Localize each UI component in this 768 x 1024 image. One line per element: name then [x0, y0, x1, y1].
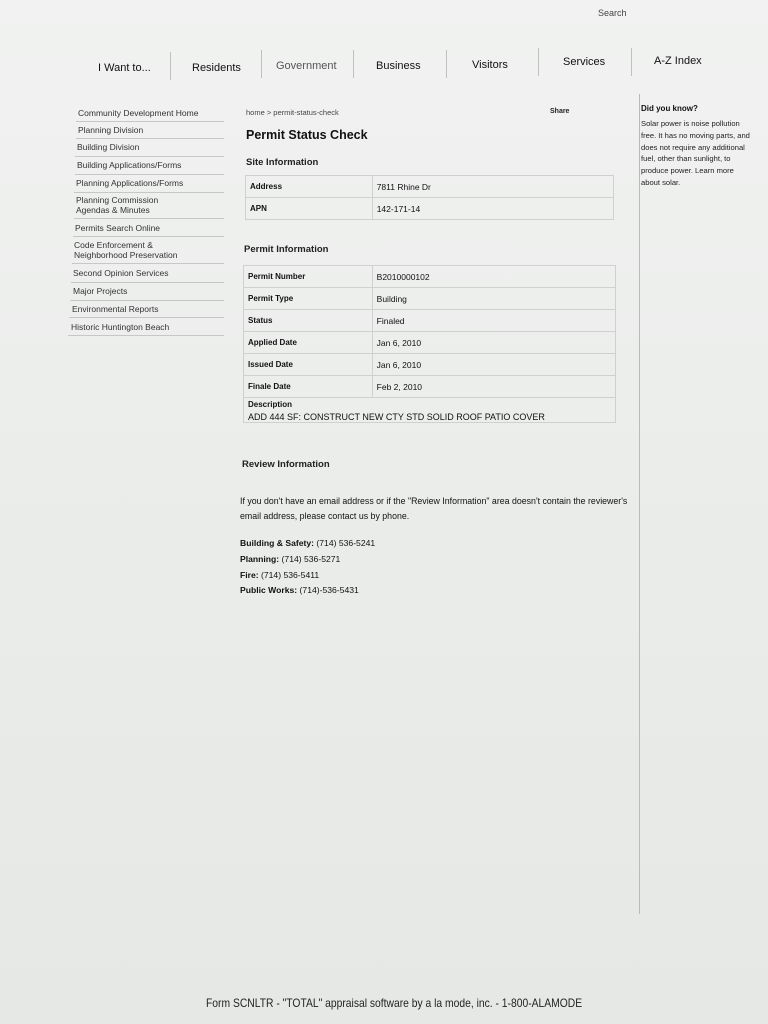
sidebar-item-environmental-reports[interactable]: Environmental Reports — [72, 304, 159, 314]
description-cell — [244, 398, 616, 423]
sidebar-divider — [68, 335, 224, 336]
sidebar-item-community-development-home[interactable]: Community Development Home — [78, 108, 199, 118]
sidebar-item-second-opinion-services[interactable]: Second Opinion Services — [73, 268, 169, 278]
nav-services[interactable]: Services — [563, 56, 606, 68]
site-apn-label: APN — [246, 198, 373, 220]
contact-label: Building & Safety: — [240, 538, 315, 548]
sidebar-item-planning-commission[interactable]: Planning Commission Agendas & Minutes — [76, 195, 159, 215]
site-information-table — [245, 175, 614, 220]
permit-type-label: Permit Type — [244, 288, 373, 310]
sidebar-item-building-applications[interactable]: Building Applications/Forms — [77, 160, 182, 170]
table-row — [246, 176, 614, 198]
finale-date-label: Finale Date — [244, 376, 373, 398]
nav-divider — [170, 52, 171, 80]
breadcrumb[interactable]: home > permit-status-check — [246, 108, 339, 117]
sidebar-divider — [74, 218, 224, 219]
site-apn-value: 142-171-14 — [372, 198, 613, 220]
sidebar-divider — [75, 156, 224, 157]
contact-phone: (714) 536-5241 — [316, 538, 376, 548]
issued-date-label: Issued Date — [244, 354, 373, 376]
permit-status-label: Status — [244, 310, 373, 332]
review-contact-paragraph: If you don't have an email address or if the "Review Information" area doesn't contain the reviewer's email address, please contact us by phone. — [240, 496, 628, 521]
sidebar-divider — [76, 121, 224, 122]
did-you-know-title: Did you know? — [641, 104, 698, 113]
sidebar-divider — [76, 138, 224, 139]
nav-divider — [446, 50, 447, 78]
nav-visitors[interactable]: Visitors — [472, 59, 508, 71]
page-title: Permit Status Check — [246, 128, 368, 142]
contact-label: Fire: — [240, 570, 259, 580]
permit-number-value: B2010000102 — [372, 266, 615, 288]
table-row — [244, 398, 616, 423]
nav-divider — [353, 50, 354, 78]
contact-phone: (714)-536-5431 — [299, 585, 359, 595]
sidebar-item-permits-search-online[interactable]: Permits Search Online — [75, 223, 161, 233]
table-row — [244, 376, 616, 398]
permit-status-value: Finaled — [372, 310, 615, 332]
contact-label: Public Works: — [240, 585, 298, 595]
table-row — [246, 198, 614, 220]
table-row — [244, 332, 616, 354]
contact-label: Planning: — [240, 554, 280, 564]
contact-building-safety — [240, 538, 375, 548]
permit-type-value: Building — [372, 288, 615, 310]
description-value: ADD 444 SF: CONSTRUCT NEW CTY STD SOLID ROOF PATIO COVER — [248, 412, 545, 422]
nav-a-z-index[interactable]: A-Z Index — [654, 55, 702, 67]
column-divider — [639, 94, 640, 914]
nav-government[interactable]: Government — [276, 60, 337, 72]
sidebar-divider — [71, 282, 224, 283]
site-information-heading: Site Information — [246, 157, 319, 168]
nav-divider — [631, 48, 632, 76]
sidebar-divider — [70, 300, 224, 301]
applied-date-label: Applied Date — [244, 332, 373, 354]
sidebar-divider — [69, 317, 224, 318]
top-navigation — [78, 48, 718, 82]
contact-planning — [240, 554, 340, 564]
did-you-know-panel — [641, 104, 753, 189]
contact-public-works — [240, 585, 359, 595]
table-row — [244, 266, 616, 288]
table-row — [244, 288, 616, 310]
contact-phone: (714) 536-5271 — [281, 554, 341, 564]
sidebar-divider — [75, 174, 224, 175]
sidebar-item-historic-huntington-beach[interactable]: Historic Huntington Beach — [71, 322, 170, 332]
finale-date-value: Feb 2, 2010 — [372, 376, 615, 398]
sidebar-item-planning-applications[interactable]: Planning Applications/Forms — [76, 178, 184, 188]
permit-number-label: Permit Number — [244, 266, 373, 288]
site-address-label: Address — [246, 176, 373, 198]
contact-fire — [240, 570, 319, 580]
nav-residents[interactable]: Residents — [192, 62, 241, 74]
nav-business[interactable]: Business — [376, 60, 421, 72]
nav-divider — [538, 48, 539, 76]
did-you-know-text: Solar power is noise pollution free. It has no moving parts, and does not require any additional fuel, other than sunlight, to produce power. Learn more about solar. — [641, 119, 750, 187]
applied-date-value: Jan 6, 2010 — [372, 332, 615, 354]
contact-phone: (714) 536-5411 — [261, 570, 320, 580]
nav-i-want-to[interactable]: I Want to... — [98, 62, 151, 74]
sidebar-item-major-projects[interactable]: Major Projects — [73, 286, 128, 296]
form-footer: Form SCNLTR - "TOTAL" appraisal software by a la mode, inc. - 1-800-ALAMODE — [206, 996, 583, 1010]
sidebar-divider — [74, 192, 224, 193]
sidebar-item-code-enforcement[interactable]: Code Enforcement & Neighborhood Preservation — [74, 240, 178, 260]
sidebar-divider — [72, 263, 224, 264]
table-row — [244, 310, 616, 332]
site-address-value: 7811 Rhine Dr — [372, 176, 613, 198]
permit-information-table — [243, 265, 616, 423]
table-row — [244, 354, 616, 376]
review-information-heading: Review Information — [242, 459, 330, 470]
share-link[interactable]: Share — [550, 108, 570, 115]
nav-divider — [261, 50, 262, 78]
permit-information-heading: Permit Information — [244, 244, 329, 255]
search-link[interactable]: Search — [598, 8, 627, 18]
sidebar-item-planning-division[interactable]: Planning Division — [78, 125, 144, 135]
issued-date-value: Jan 6, 2010 — [372, 354, 615, 376]
sidebar-item-building-division[interactable]: Building Division — [77, 142, 140, 152]
sidebar-divider — [73, 236, 224, 237]
description-label: Description — [248, 400, 293, 409]
